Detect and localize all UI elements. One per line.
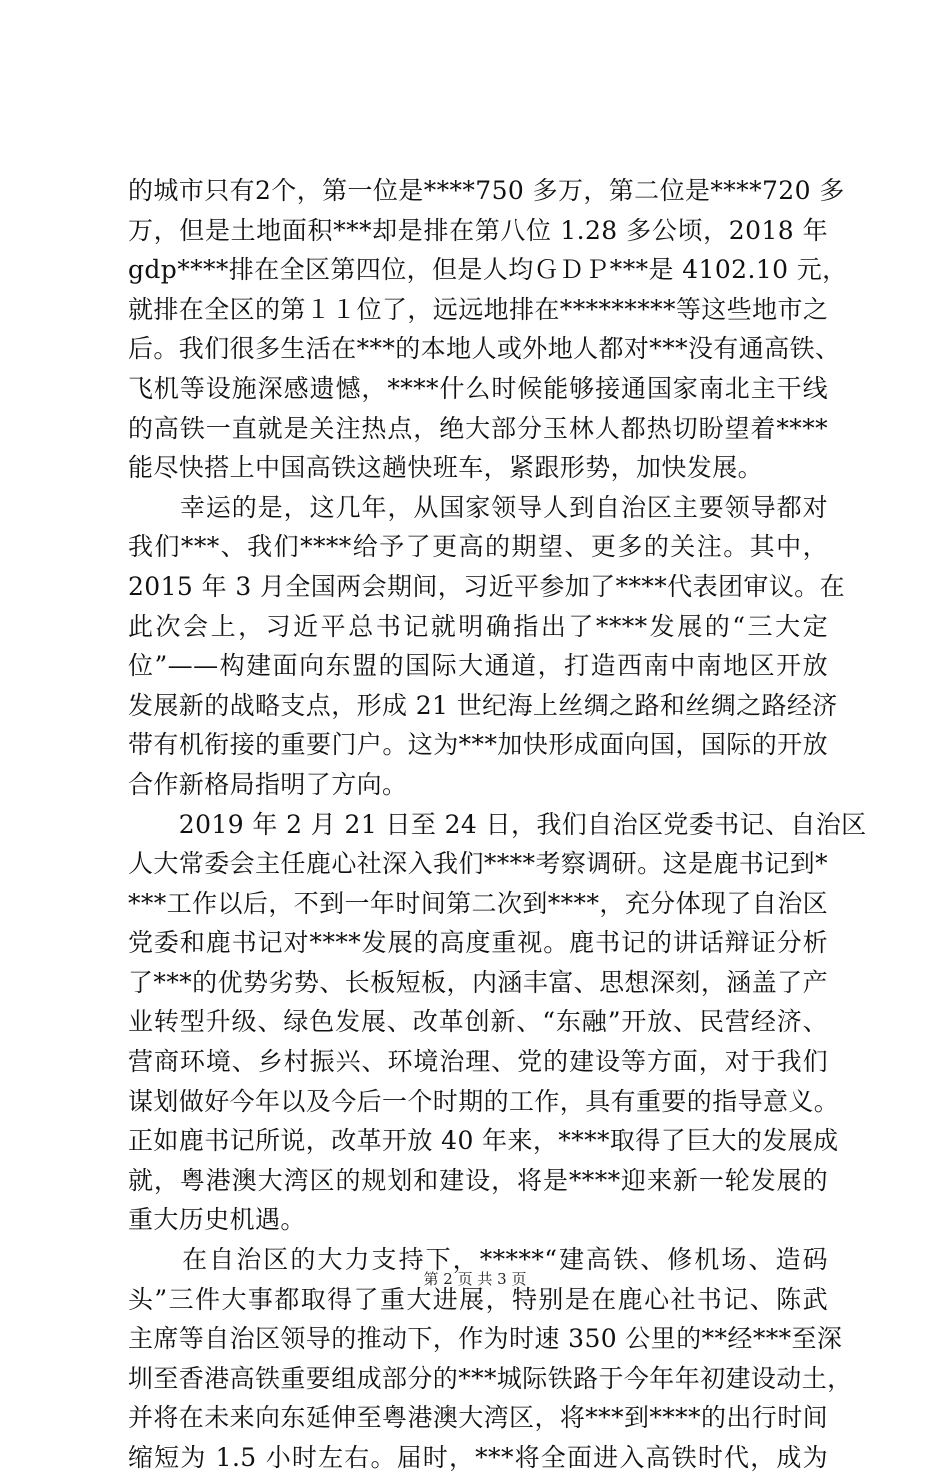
text-line: 此次会上，习近平总书记就明确指出了****发展的“三大定 — [128, 611, 828, 641]
text-line: 飞机等设施深感遗憾，****什么时候能够接通国家南北主干线 — [128, 373, 828, 403]
text-line: 业转型升级、绿色发展、改革创新、“东融”开放、民营经济、 — [128, 1007, 828, 1037]
text-line: 我们***、我们****给予了更高的期望、更多的关注。其中， — [128, 532, 828, 562]
page-footer: 第 2 页 共 3 页 — [423, 1270, 527, 1288]
text-line: 主席等自治区领导的推动下，作为时速 350 公里的**经***至深 — [128, 1324, 843, 1354]
text-line: 重大历史机遇。 — [128, 1205, 306, 1235]
text-line: 能尽快搭上中国高铁这趟快班车，紧跟形势，加快发展。 — [128, 453, 764, 483]
text-line: 正如鹿书记所说，改革开放 40 年来，****取得了巨大的发展成 — [128, 1126, 839, 1156]
text-line: 谋划做好今年以及今后一个时期的工作，具有重要的指导意义。 — [128, 1086, 840, 1116]
text-line: 了***的优势劣势、长板短板，内涵丰富、思想深刻，涵盖了产 — [128, 967, 828, 997]
text-line: 就，粤港澳大湾区的规划和建设，将是****迎来新一轮发展的 — [128, 1165, 828, 1195]
text-line: 位”——构建面向东盟的国际大通道，打造西南中南地区开放 — [128, 651, 828, 681]
text-line: 缩短为 1.5 小时左右。届时，***将全面进入高铁时代，成为 — [128, 1443, 828, 1472]
text-line: 2019 年 2 月 21 日至 24 日，我们自治区党委书记、自治区 — [128, 809, 867, 839]
text-line: 2015 年 3 月全国两会期间，习近平参加了****代表团审议。在 — [128, 571, 845, 601]
text-line: 人大常委会主任鹿心社深入我们****考察调研。这是鹿书记到* — [128, 849, 828, 879]
text-line: 圳至香港高铁重要组成部分的***城际铁路于今年年初建设动土， — [128, 1363, 853, 1393]
text-line: 合作新格局指明了方向。 — [128, 769, 408, 799]
text-line: 万，但是土地面积***却是排在第八位 1.28 多公顷，2018 年 — [128, 215, 828, 245]
text-line: 头”三件大事都取得了重大进展，特别是在鹿心社书记、陈武 — [128, 1284, 828, 1314]
text-line: 带有机衔接的重要门户。这为***加快形成面向国，国际的开放 — [128, 730, 828, 760]
text-line: 并将在未来向东延伸至粤港澳大湾区，将***到****的出行时间 — [128, 1403, 828, 1433]
text-line: 就排在全区的第１１位了，远远地排在*********等这些地市之 — [128, 294, 829, 324]
text-line: 幸运的是，这几年，从国家领导人到自治区主要领导都对 — [128, 492, 828, 522]
text-line: 发展新的战略支点，形成 21 世纪海上丝绸之路和丝绸之路经济 — [128, 690, 838, 720]
text-line: 党委和鹿书记对****发展的高度重视。鹿书记的讲话辩证分析 — [128, 928, 828, 958]
text-line: ***工作以后，不到一年时间第二次到****，充分体现了自治区 — [128, 888, 828, 918]
text-line: 的高铁一直就是关注热点，绝大部分玉林人都热切盼望着**** — [128, 413, 828, 443]
text-line: gdp****排在全区第四位，但是人均ＧＤＰ***是 4102.10 元， — [128, 255, 848, 285]
text-line: 的城市只有2个，第一位是****750 多万，第二位是****720 多 — [128, 176, 845, 205]
text-line: 在自治区的大力支持下，*****“建高铁、修机场、造码 — [128, 1245, 828, 1275]
text-line: 后。我们很多生活在***的本地人或外地人都对***没有通高铁、 — [128, 334, 841, 364]
text-line: 营商环境、乡村振兴、环境治理、党的建设等方面，对于我们 — [128, 1047, 828, 1077]
